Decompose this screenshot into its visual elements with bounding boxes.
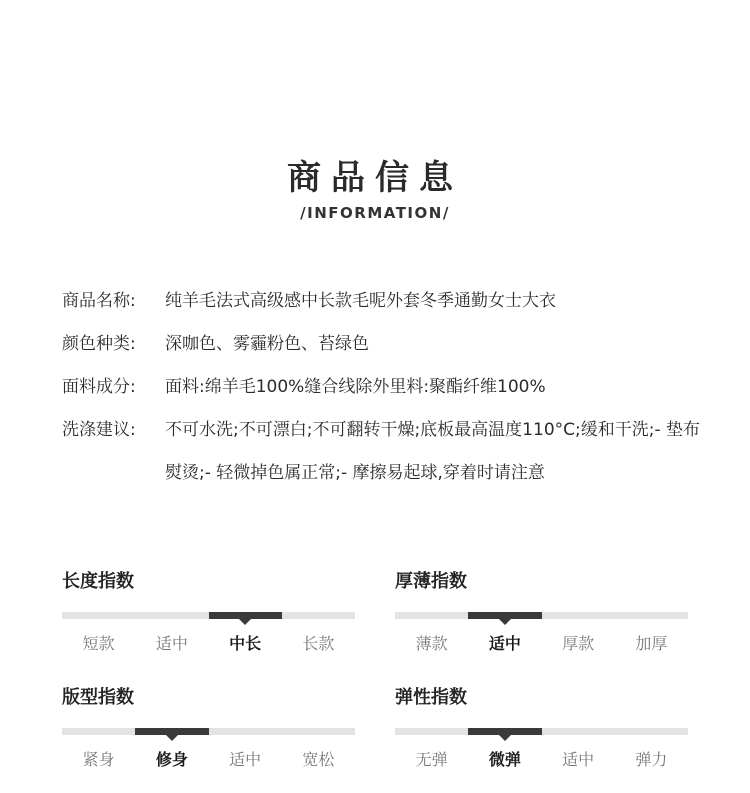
index-option: 中长	[229, 634, 262, 653]
index-elasticity	[395, 684, 688, 770]
index-marker	[468, 728, 541, 735]
index-grid	[62, 568, 688, 770]
index-option: 弹力	[635, 750, 668, 769]
info-label: 面料成分:	[62, 377, 136, 397]
index-track	[395, 728, 688, 735]
info-value: 不可水洗;不可漂白;不可翻转干燥;底板最高温度110°C;缓和干洗;- 垫布熨烫;- 轻微掉色属正常;- 摩擦易起球,穿着时请注意	[165, 420, 700, 483]
index-options	[395, 631, 688, 654]
index-options	[62, 631, 355, 654]
index-option: 长款	[302, 634, 335, 653]
index-option: 厚款	[562, 634, 595, 653]
page-title: 商品信息	[287, 158, 463, 198]
page-subtitle: /INFORMATION/	[300, 204, 450, 222]
index-title: 长度指数	[62, 571, 134, 592]
index-option: 宽松	[302, 750, 335, 769]
index-option: 加厚	[635, 634, 668, 653]
index-option: 紧身	[82, 750, 115, 769]
index-option: 适中	[229, 750, 262, 769]
info-label: 颜色种类:	[62, 334, 136, 354]
index-option: 修身	[155, 750, 188, 769]
info-row-fabric	[62, 366, 702, 409]
index-title: 弹性指数	[395, 687, 467, 708]
info-value: 面料:绵羊毛100%缝合线除外里料:聚酯纤维100%	[165, 377, 546, 397]
index-marker	[468, 612, 541, 619]
info-value: 深咖色、雾霾粉色、苔绿色	[165, 334, 369, 354]
info-row-colors	[62, 323, 702, 366]
index-track	[62, 728, 355, 735]
index-fit	[62, 684, 355, 770]
index-option: 适中	[562, 750, 595, 769]
index-options	[395, 747, 688, 770]
index-marker	[209, 612, 282, 619]
index-marker	[135, 728, 208, 735]
info-label: 商品名称:	[62, 291, 136, 311]
index-thickness	[395, 568, 688, 654]
index-option: 短款	[82, 634, 115, 653]
index-option: 适中	[488, 634, 521, 653]
index-option: 薄款	[415, 634, 448, 653]
index-track	[62, 612, 355, 619]
index-title: 版型指数	[62, 687, 134, 708]
product-info	[62, 280, 702, 495]
index-option: 适中	[155, 634, 188, 653]
index-options	[62, 747, 355, 770]
index-track	[395, 612, 688, 619]
index-option: 微弹	[488, 750, 521, 769]
index-title: 厚薄指数	[395, 571, 467, 592]
info-row-name	[62, 280, 702, 323]
index-length	[62, 568, 355, 654]
info-label: 洗涤建议:	[62, 420, 136, 440]
info-row-care	[62, 409, 702, 495]
index-option: 无弹	[415, 750, 448, 769]
info-value: 纯羊毛法式高级感中长款毛呢外套冬季通勤女士大衣	[165, 291, 556, 311]
